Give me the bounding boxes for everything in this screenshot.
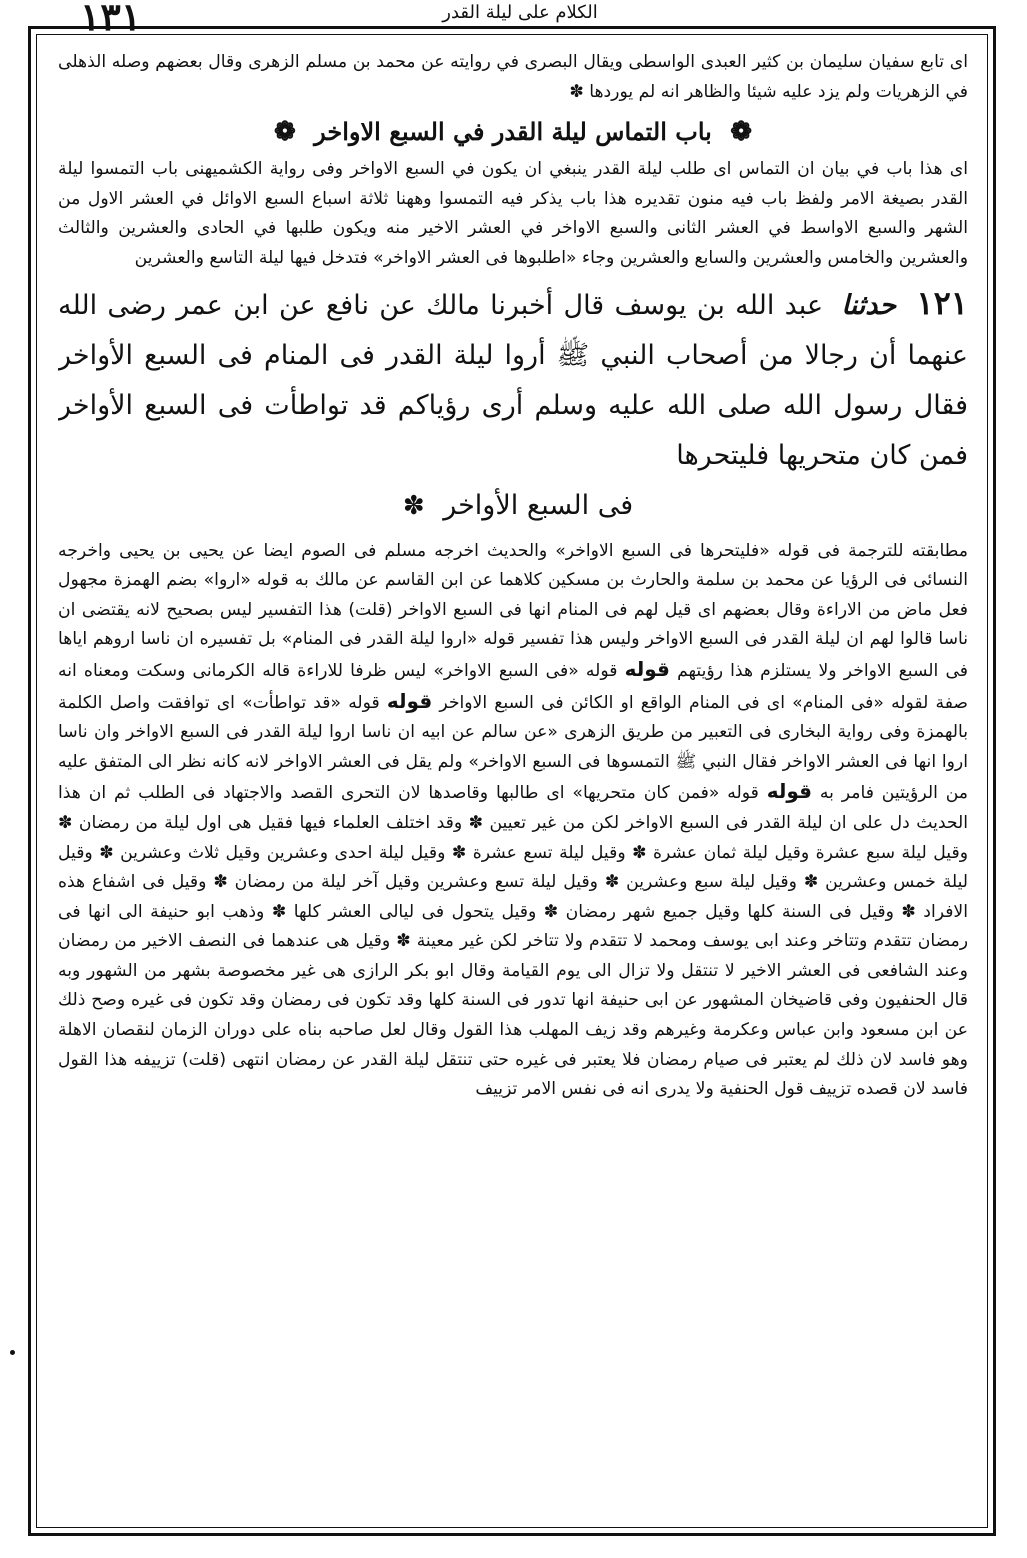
page-number: ١٣١ <box>80 0 142 39</box>
commentary-part: قوله «فمن كان متحريها» اى طالبها وقاصدها لان التحرى القصد والاجتهاد فى الطلب ثم ان هذا الحديث دل على ان ليلة القدر فى السبع الاواخر لكن من غير تعيين ✽ وقد اختلف العلماء فيها فقيل هى اول ليلة من رمضان ✽ وقيل ليلة سبع عشرة وقيل ليلة ثمان عشرة ✽ وقيل ليلة تسع عشرة ✽ وقيل ليلة احدى وعشرين وقيل ثلاث وعشرين ✽ وقيل ليلة خمس وعشرين ✽ وقيل ليلة سبع وعشرين ✽ وقيل ليلة تسع وعشرين وقيل آخر ليلة من رمضان ✽ وقيل فى اشفاع هذه الافراد ✽ وقيل فى السنة كلها وقيل جميع شهر رمضان ✽ وقيل يتحول فى ليالى العشر كلها ✽ وذهب ابو حنيفة الى انها فى رمضان تتقدم وتتاخر وعند ابى يوسف ومحمد لا تتقدم ولا تتاخر لكن غير معينة ✽ وقيل هى عندهما فى النصف الاخير من رمضان وعند الشافعى فى العشر الاخير لا تنتقل ولا تزال الى يوم القيامة وقال ابو بكر الرازى هى غير مخصوصة بشهر من الشهور وبه قال الحنفيون وفى قاضيخان المشهور عن ابى حنيفة انها تدور فى السنة كلها وقد تكون فى رمضان وقد تكون فى غيره وصح ذلك عن ابن مسعود وابن عباس وعكرمة وغيرهم وقد زيف المهلب هذا القول وقال لعل صاحبه بناه على دوران الزمان لنقصان الاهلة وهو فاسد لان ذلك لم يعتبر فى صيام رمضان فلا يعتبر فى غيره حتى تنتقل ليلة القدر عن رمضان انتهى (قلت) تزييفه هذا القول فاسد لان قصده تزييف قول الحنفية ولا يدرى انه فى نفس الامر تزييف <box>58 783 968 1100</box>
commentary-part: قوله «قد تواطأت» اى توافقت واصل الكلمة بالهمزة وفى رواية البخارى فى التعبير من طريق الزهرى «عن سالم عن ابيه ان ناسا اروا ليلة القدر فى السبع الاواخر وان ناسا اروا انها فى العشر الاواخر فقال النبي ﷺ التمسوها فى السبع الاواخر» ولم يقل فى العشر الاواخر لانه كانه نظر الى المتفق عليه من الرؤيتين فامر به <box>58 692 968 804</box>
commentary-part: مطابقته للترجمة فى قوله «فليتحرها فى السبع الاواخر» والحديث اخرجه مسلم فى الصوم ايضا عن يحيى بن يحيى واخرجه النسائى فى الرؤيا عن محمد بن سلمة والحارث بن مسكين كلاهما عن ابن القاسم عن مالك به قوله «اروا» بضم الهمزة مجهول فعل ماض من الاراءة وقال بعضهم اى قيل لهم فى المنام انها فى السبع الاواخر (قلت) هذا التفسير ليس بصحيح لانه يقتضى ان ناسا قالوا لهم ان ليلة القدر فى السبع الاواخر وليس هذا تفسير قوله «اروا ليلة القدر فى المنام» بل تفسيره ان ناسا اروهم اياها فى السبع الاواخر ولا يستلزم هذا رؤيتهم <box>58 540 968 681</box>
commentary-keyword: قوله <box>766 779 813 804</box>
commentary-part: قوله «فى السبع الاواخر» ليس ظرفا للاراءة قاله الكرمانى وسكت ومعناه انه صفة لقوله «فى المنام» اى فى المنام الواقع او الكائن فى السبع الاواخر <box>58 660 968 713</box>
intro-paragraph: اى تابع سفيان سليمان بن كثير العبدى الواسطى ويقال البصرى في روايته عن محمد بن مسلم الزهرى وقال بعضهم وصله الذهلى في الزهريات ولم يزد عليه شيئا والظاهر انه لم يوردها ✽ <box>58 52 968 102</box>
hadith-number: ١٢١ <box>916 283 968 322</box>
margin-mark <box>10 1350 15 1355</box>
page-body <box>58 48 968 1518</box>
commentary-keyword: قوله <box>386 688 433 713</box>
ornament-end-icon: ✽ <box>402 490 425 521</box>
chapter-explanation: اى هذا باب في بيان ان التماس اى طلب ليلة القدر ينبغي ان يكون في السبع الاواخر وفى رواية الكشميهنى باب التمسوا ليلة القدر بصيغة الامر ولفظ باب فيه منون تقديره هذا باب يذكر فيه التمسوا وههنا ثلاثة اسباع السبع الاوائل في العشر الاول من الشهر والسبع الاواسط في العشر الثانى والسبع الاواخر في العشر الاخير منه ويكون طلبها في الحادى والعشرين والثالث والعشرين والخامس والعشرين والسابع والعشرين وجاء «اطلبوها فى العشر الاواخر» فتدخل فيها ليلة التاسع والعشرين <box>58 159 968 268</box>
running-title: الكلام على ليلة القدر <box>442 2 598 23</box>
hadith-block <box>58 278 968 531</box>
commentary-keyword: قوله <box>624 656 670 681</box>
chapter-heading <box>58 115 968 149</box>
hadith-ending <box>58 481 968 531</box>
hadith-ending-text: فى السبع الأواخر <box>443 489 634 521</box>
commentary <box>58 537 968 1105</box>
hadith-text: عبد الله بن يوسف قال أخبرنا مالك عن نافع عن ابن عمر رضى الله عنهما أن رجالا من أصحاب النبي ﷺ أروا ليلة القدر فى المنام فى السبع الأواخر فقال رسول الله صلى الله عليه وسلم أرى رؤياكم قد تواطأت فى السبع الأواخر فمن كان متحريها فليتحرها <box>58 289 968 471</box>
chapter-title: باب التماس ليلة القدر في السبع الاواخر <box>314 117 712 147</box>
ornament-left-icon: ❁ <box>274 117 296 148</box>
hadith-opening-word: حدثنا <box>841 289 897 321</box>
ornament-right-icon: ❁ <box>730 117 752 148</box>
